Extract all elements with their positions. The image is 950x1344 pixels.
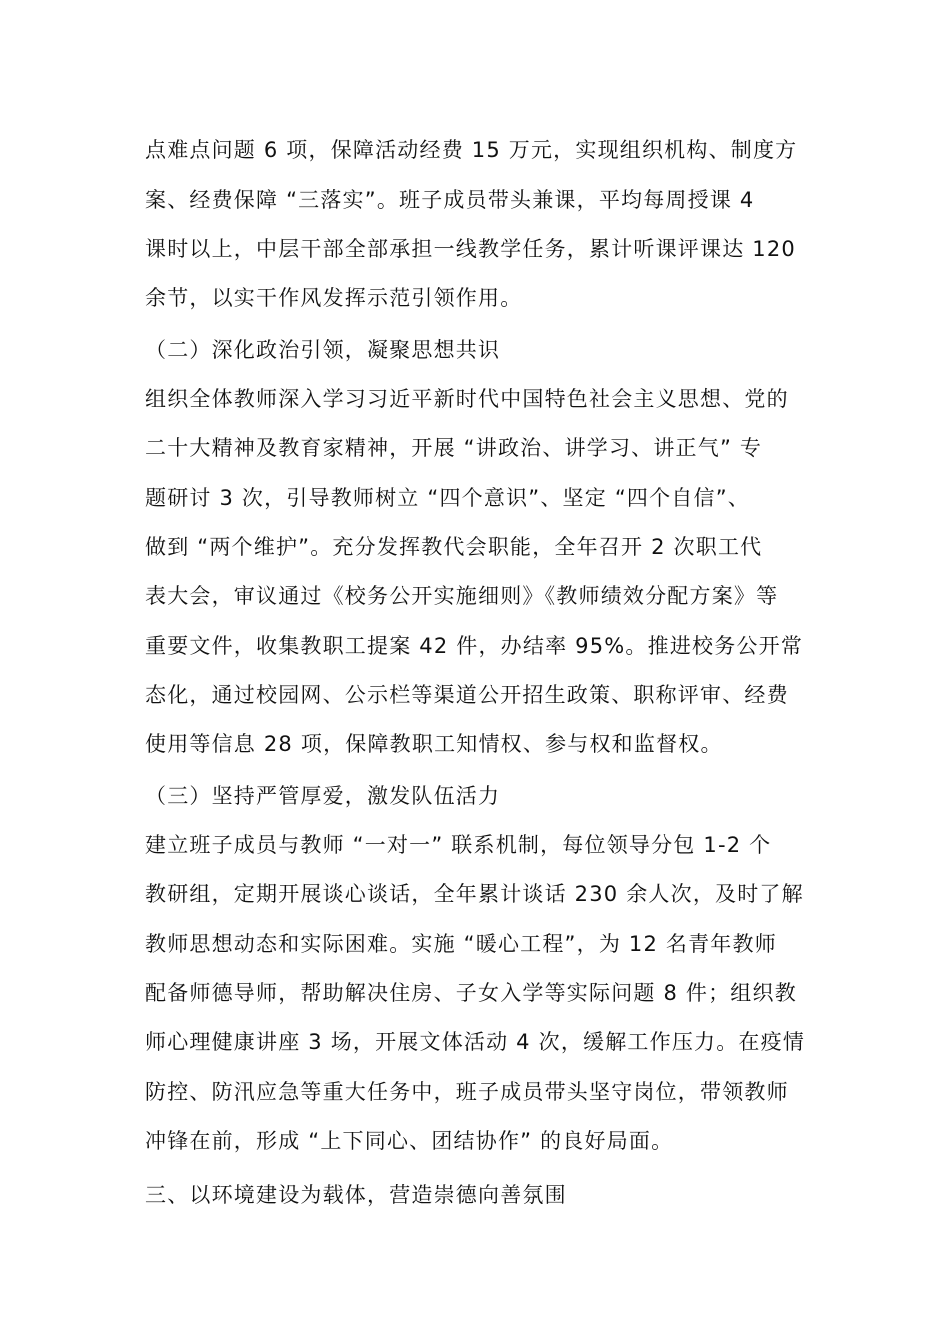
text-line: 表大会，审议通过《校务公开实施细则》《教师绩效分配方案》等	[145, 584, 779, 608]
text-line: 建立班子成员与教师 “一对一” 联系机制，每位领导分包 1-2 个	[145, 833, 772, 857]
section-heading: （三）坚持严管厚爱，激发队伍活力	[145, 784, 501, 808]
text-line: 余节，以实干作风发挥示范引领作用。	[145, 286, 523, 310]
text-line: 防控、防汛应急等重大任务中，班子成员带头坚守岗位，带领教师	[145, 1080, 789, 1104]
text-line: 案、经费保障 “三落实”。班子成员带头兼课，平均每周授课 4	[145, 188, 755, 212]
text-line: 做到 “两个维护”。充分发挥教代会职能，全年召开 2 次职工代	[145, 535, 763, 559]
text-line: 态化，通过校园网、公示栏等渠道公开招生政策、职称评审、经费	[145, 683, 789, 707]
section-heading: 三、以环境建设为载体，营造崇德向善氛围	[145, 1183, 567, 1207]
text-line: 点难点问题 6 项，保障活动经费 15 万元，实现组织机构、制度方	[145, 138, 798, 162]
text-line: 使用等信息 28 项，保障教职工知情权、参与权和监督权。	[145, 732, 723, 756]
text-line: 二十大精神及教育家精神，开展 “讲政治、讲学习、讲正气” 专	[145, 436, 763, 460]
text-line: 配备师德导师，帮助解决住房、子女入学等实际问题 8 件；组织教	[145, 981, 797, 1005]
section-heading: （二）深化政治引领，凝聚思想共识	[145, 338, 501, 362]
text-line: 重要文件，收集教职工提案 42 件，办结率 95%。推进校务公开常	[145, 634, 804, 658]
text-line: 题研讨 3 次，引导教师树立 “四个意识”、坚定 “四个自信”、	[145, 486, 750, 510]
text-line: 冲锋在前，形成 “上下同心、团结协作” 的良好局面。	[145, 1129, 674, 1153]
text-line: 组织全体教师深入学习习近平新时代中国特色社会主义思想、党的	[145, 387, 789, 411]
text-line: 师心理健康讲座 3 场，开展文体活动 4 次，缓解工作压力。在疫情	[145, 1030, 806, 1054]
text-line: 教师思想动态和实际困难。实施 “暖心工程”，为 12 名青年教师	[145, 932, 777, 956]
text-line: 教研组，定期开展谈心谈话，全年累计谈话 230 余人次，及时了解	[145, 882, 804, 906]
text-line: 课时以上，中层干部全部承担一线教学任务，累计听课评课达 120	[145, 237, 796, 261]
